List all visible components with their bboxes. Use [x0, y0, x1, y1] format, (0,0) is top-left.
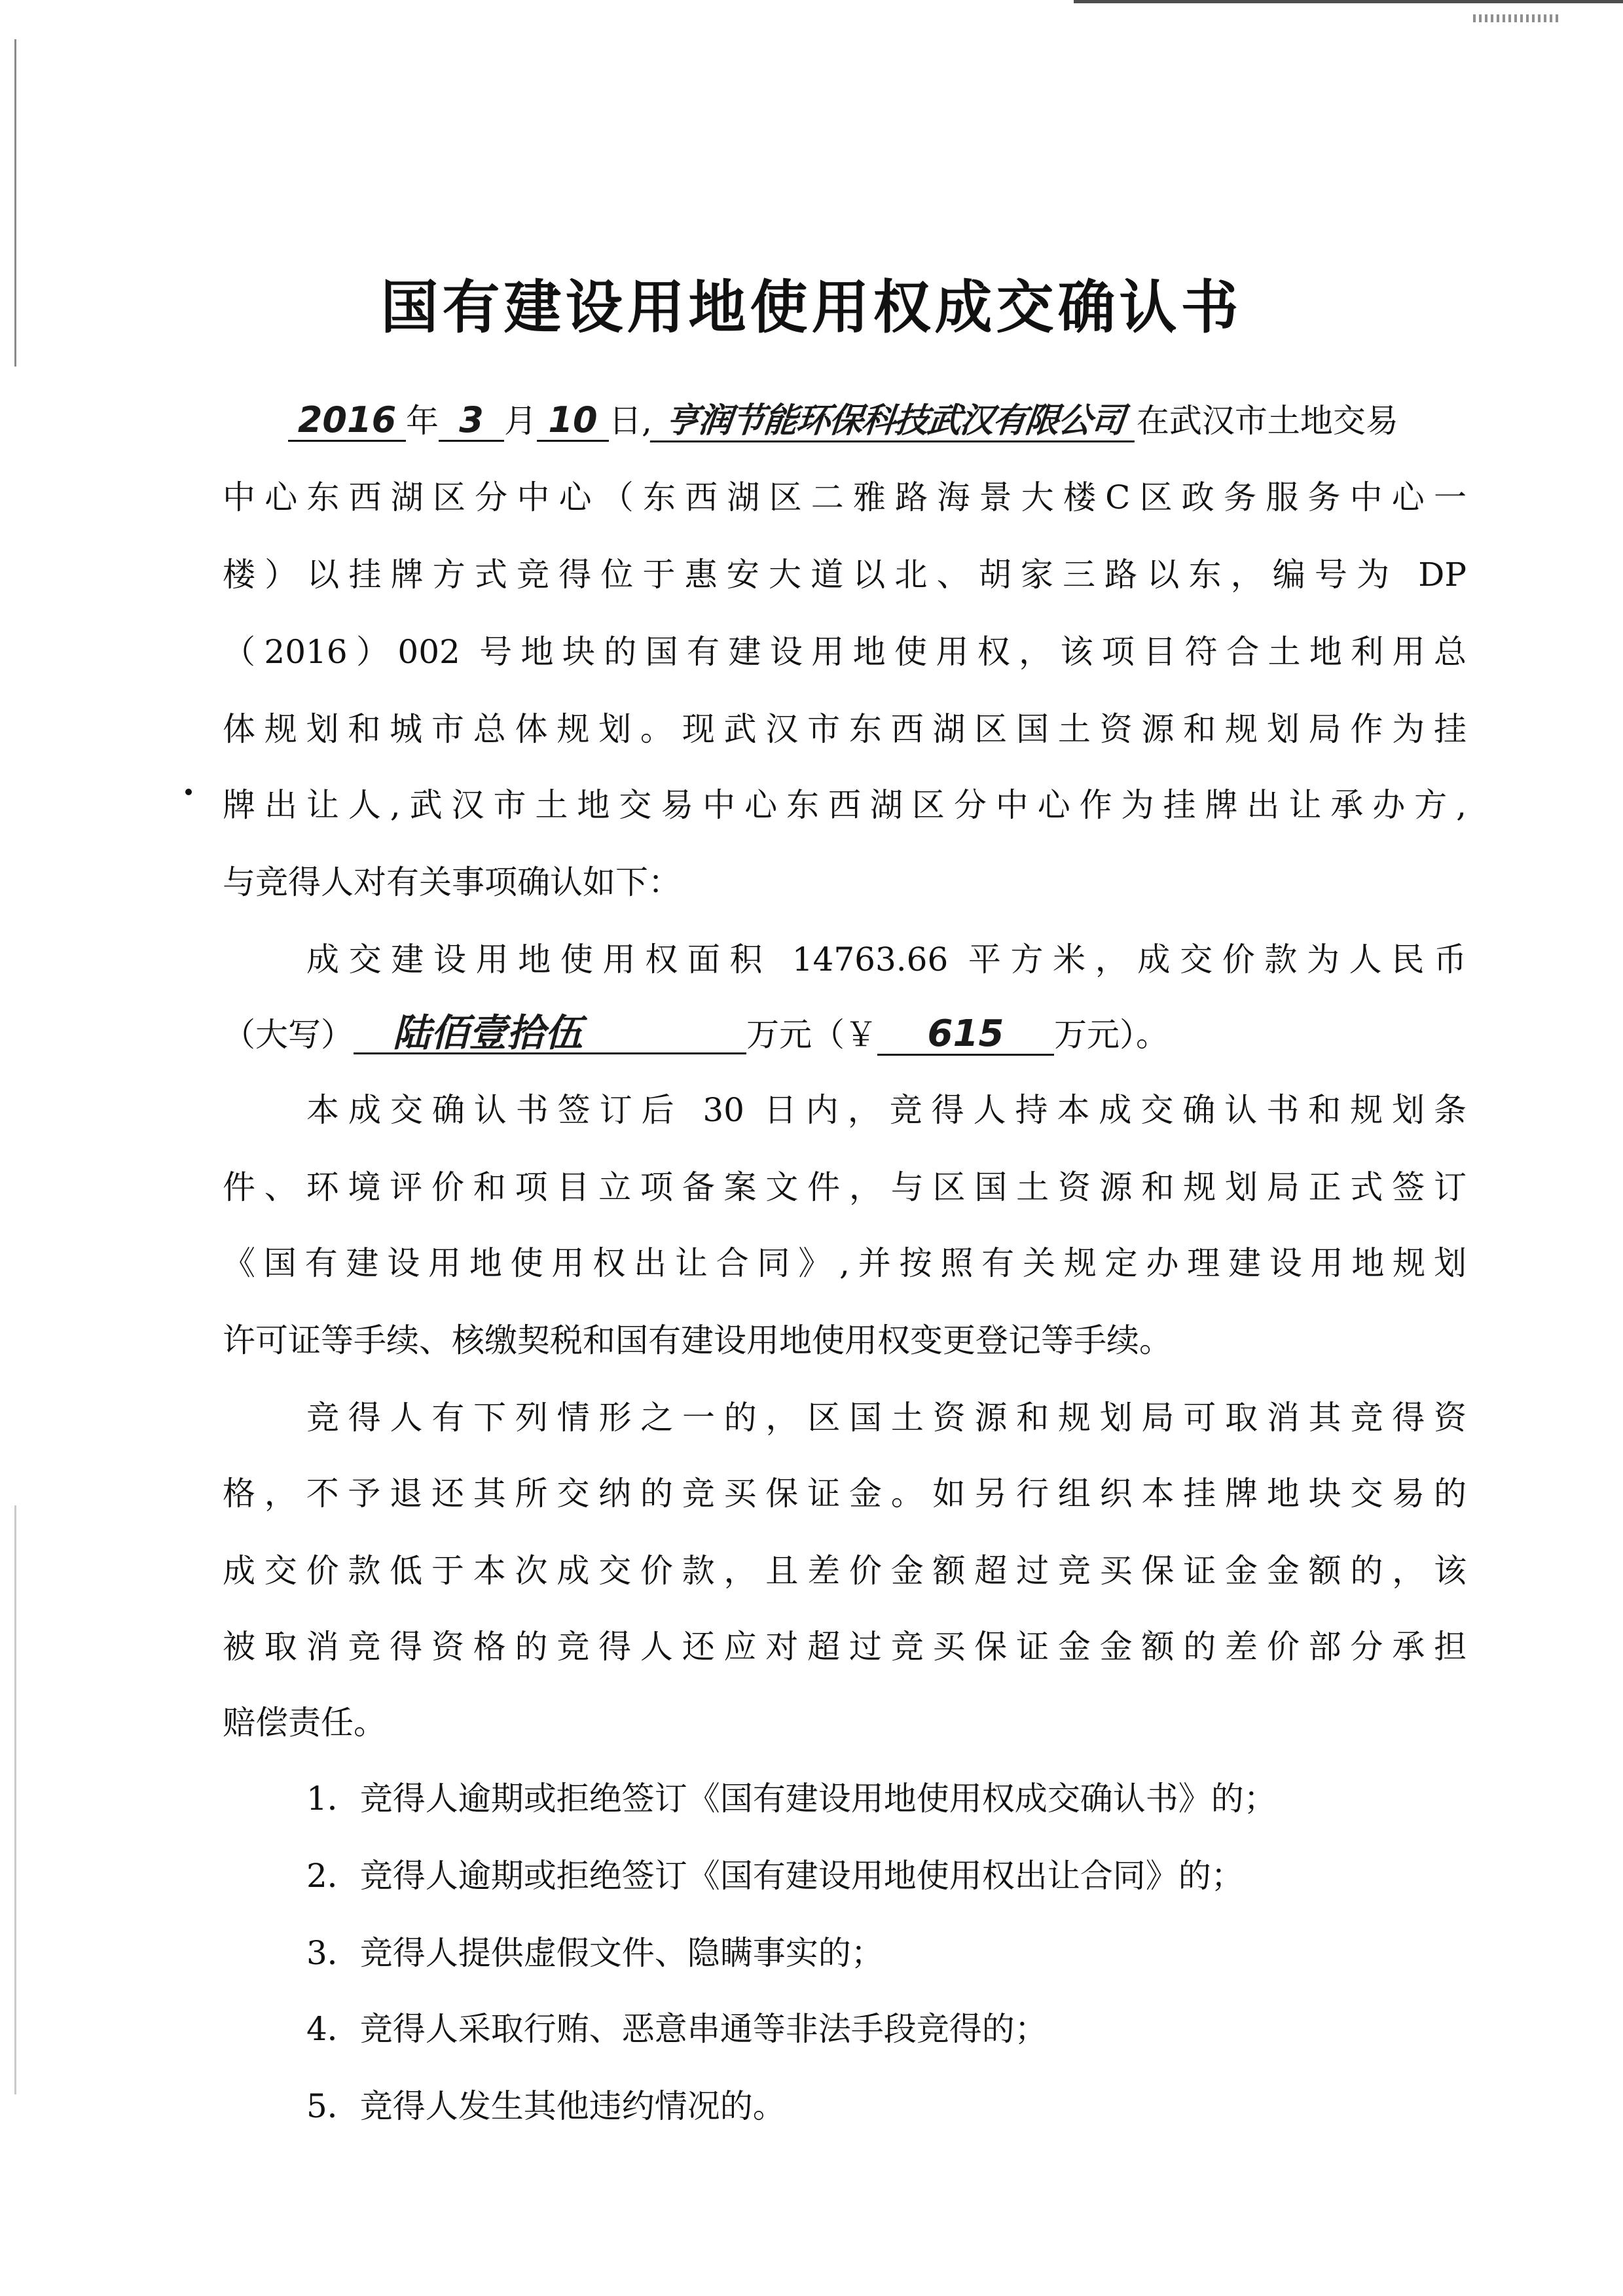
paragraph-1-line: 体规划和城市总体规划。现武汉市东西湖区国土资源和规划局作为挂 [223, 710, 1467, 748]
scan-edge-mark-lower [14, 1505, 16, 2094]
handwritten-amount-words: 陆佰壹拾伍 [354, 1013, 746, 1054]
list-item: 3．竞得人提供虚假文件、隐瞒事实的； [306, 1934, 884, 1972]
list-item: 1．竞得人逾期或拒绝签订《国有建设用地使用权成交确认书》的； [306, 1780, 1277, 1818]
intro-tail: 在武汉市土地交易 [1136, 402, 1398, 440]
paragraph-3-line: 许可证等手续、核缴契税和国有建设用地使用权变更登记等手续。 [223, 1321, 1172, 1359]
scan-dot [185, 789, 192, 795]
paragraph-4-line: 赔偿责任。 [223, 1704, 386, 1742]
paragraph-4-line: 格，不予退还其所交纳的竞买保证金。如另行组织本挂牌地块交易的 [223, 1475, 1467, 1513]
paragraph-1-line: 牌出让人,武汉市土地交易中心东西湖区分中心作为挂牌出让承办方, [223, 786, 1467, 824]
day-suffix: 日, [609, 402, 652, 440]
year-suffix: 年 [406, 402, 439, 440]
paragraph-1-line: 中心东西湖区分中心（东西湖区二雅路海景大楼C区政务服务中心一 [223, 478, 1467, 516]
handwritten-day: 10 [537, 401, 609, 442]
paragraph-3-line: 《国有建设用地使用权出让合同》,并按照有关规定办理建设用地规划 [223, 1244, 1467, 1282]
handwritten-month: 3 [439, 401, 504, 442]
handwritten-year: 2016 [288, 401, 406, 442]
paragraph-2-line: 成交建设用地使用权面积 14763.66 平方米，成交价款为人民币 [306, 941, 1467, 978]
paragraph-4-line: 被取消竞得资格的竞得人还应对超过竞买保证金金额的差价部分承担 [223, 1628, 1467, 1666]
month-suffix: 月 [504, 402, 537, 440]
scan-smudge [1473, 14, 1558, 22]
paragraph-3-line: 件、环境评价和项目立项备案文件，与区国土资源和规划局正式签订 [223, 1168, 1467, 1206]
handwritten-amount-number: 615 [877, 1014, 1054, 1056]
paragraph-1-line: （2016）002 号地块的国有建设用地使用权，该项目符合土地利用总 [223, 633, 1467, 671]
list-item: 2．竞得人逾期或拒绝签订《国有建设用地使用权出让合同》的； [306, 1857, 1244, 1895]
amount-wanyuan-close: 万元）。 [1054, 1016, 1169, 1054]
paragraph-1-line: 楼）以挂牌方式竞得位于惠安大道以北、胡家三路以东，编号为 DP [223, 556, 1467, 594]
paragraph-4-line: 竞得人有下列情形之一的，区国土资源和规划局可取消其竞得资 [306, 1399, 1467, 1437]
intro-line [288, 401, 1467, 440]
paragraph-1-line: 与竞得人对有关事项确认如下： [223, 863, 681, 901]
amount-wanyuan-label: 万元（￥ [746, 1016, 877, 1054]
scan-top-edge [1074, 0, 1623, 3]
amount-line [223, 1011, 1467, 1055]
paragraph-4-line: 成交价款低于本次成交价款，且差价金额超过竞买保证金金额的，该 [223, 1552, 1467, 1590]
document-title: 国有建设用地使用权成交确认书 [380, 274, 1243, 341]
list-item: 5．竞得人发生其他违约情况的。 [306, 2087, 786, 2125]
list-item: 4．竞得人采取行贿、恶意串通等非法手段竞得的； [306, 2010, 1048, 2048]
amount-daxie-label: （大写） [223, 1016, 354, 1054]
paragraph-3-line: 本成交确认书签订后 30 日内，竞得人持本成交确认书和规划条 [306, 1091, 1467, 1129]
handwritten-company-name: 亨润节能环保科技武汉有限公司 [650, 401, 1139, 442]
